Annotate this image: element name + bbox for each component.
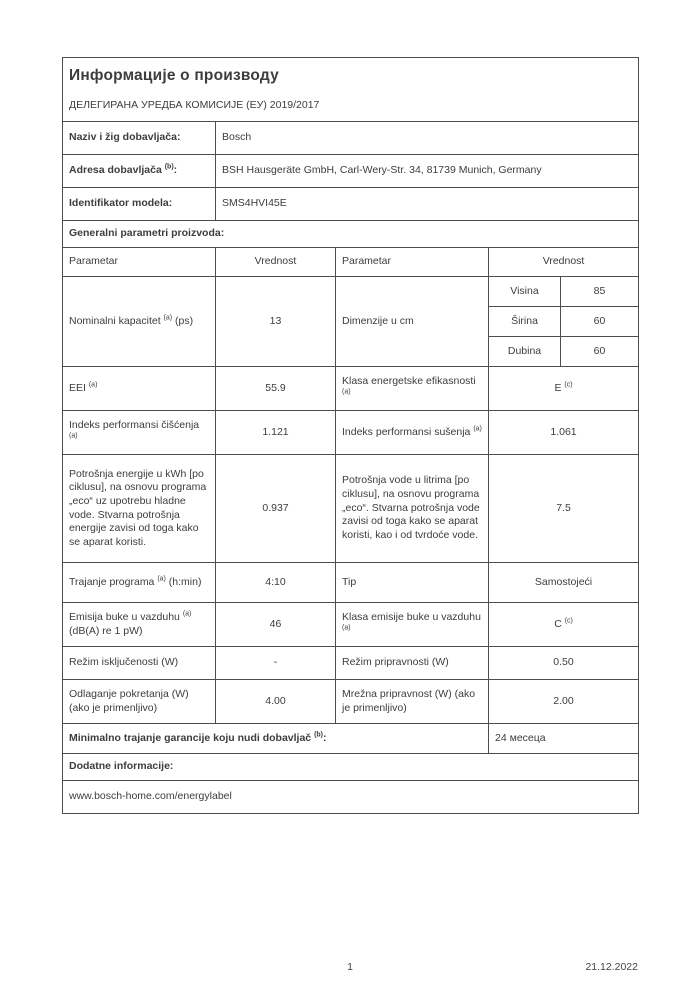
standby-mode-label: Režim pripravnosti (W) bbox=[336, 647, 489, 680]
type-value: Samostojeći bbox=[489, 563, 639, 603]
label-text: Adresa dobavljača bbox=[69, 164, 165, 177]
column-header-row bbox=[63, 248, 639, 277]
label-suffix: : bbox=[173, 164, 178, 177]
label-text: Klasa emisije buke u vazduhu bbox=[342, 610, 481, 623]
footnote-ref-c: (c) bbox=[564, 381, 573, 389]
page-number: 1 bbox=[347, 961, 353, 973]
eei-value: 55.9 bbox=[216, 367, 336, 411]
drying-index-label bbox=[336, 411, 489, 455]
dimension-width-label: Širina bbox=[489, 307, 561, 337]
col-header-param-right: Parametar bbox=[336, 248, 489, 277]
delay-start-label: Odlaganje pokretanja (W) (ako je primenljivo) bbox=[63, 680, 216, 724]
noise-emission-value: 46 bbox=[216, 603, 336, 647]
label-text: Trajanje programa bbox=[69, 575, 158, 588]
delay-network-row bbox=[63, 680, 639, 724]
footnote-ref-b: (b) bbox=[314, 731, 324, 739]
capacity-dimensions-row bbox=[63, 277, 639, 307]
off-mode-label: Režim isključenosti (W) bbox=[63, 647, 216, 680]
capacity-label bbox=[63, 277, 216, 367]
model-id-label: Identifikator modela: bbox=[63, 188, 216, 221]
supplier-name-value: Bosch bbox=[216, 122, 639, 155]
warranty-value: 24 месеца bbox=[489, 724, 639, 754]
dimension-height-label: Visina bbox=[489, 277, 561, 307]
programme-duration-label bbox=[63, 563, 216, 603]
regulation-subtitle: ДЕЛЕГИРАНА УРЕДБА КОМИСИЈЕ (ЕУ) 2019/2017 bbox=[69, 99, 320, 112]
label-text: Nominalni kapacitet bbox=[69, 314, 164, 327]
label-text: Indeks performansi sušenja bbox=[342, 425, 474, 438]
section-title: Generalni parametri proizvoda: bbox=[63, 221, 639, 248]
additional-info-url-row bbox=[63, 781, 639, 814]
supplier-name-row bbox=[63, 122, 639, 155]
warranty-label bbox=[63, 724, 489, 754]
col-header-param-left: Parametar bbox=[63, 248, 216, 277]
model-id-value: SMS4HVI45E bbox=[216, 188, 639, 221]
dimensions-label: Dimenzije u cm bbox=[336, 277, 489, 367]
footnote-ref-c: (c) bbox=[564, 617, 573, 625]
programme-duration-value: 4:10 bbox=[216, 563, 336, 603]
duration-type-row bbox=[63, 563, 639, 603]
footnote-ref-a: (a) bbox=[157, 575, 166, 583]
type-label: Tip bbox=[336, 563, 489, 603]
consumption-row bbox=[63, 455, 639, 563]
footer-date: 21.12.2022 bbox=[585, 961, 638, 973]
footnote-ref-a: (a) bbox=[182, 610, 192, 618]
additional-info-header-row bbox=[63, 754, 639, 781]
delay-start-value: 4.00 bbox=[216, 680, 336, 724]
energylabel-url: www.bosch-home.com/energylabel bbox=[63, 781, 639, 814]
noise-row bbox=[63, 603, 639, 647]
standby-mode-value: 0.50 bbox=[489, 647, 639, 680]
label-suffix: (ps) bbox=[172, 314, 194, 327]
capacity-value: 13 bbox=[216, 277, 336, 367]
dimension-depth-label: Dubina bbox=[489, 337, 561, 367]
footnote-ref-b: (b) bbox=[164, 163, 174, 171]
model-id-row bbox=[63, 188, 639, 221]
value-text: E bbox=[554, 381, 565, 394]
label-text: Indeks performansi čišćenja bbox=[69, 418, 200, 431]
product-fiche-table bbox=[62, 57, 639, 814]
energy-consumption-label: Potrošnja energije u kWh [po ciklusu], na osnovu programa „eco“ uz upotrebu hladne vode. Stvarna potrošnja energije zavisi od toga kako se aparat koristi. bbox=[63, 455, 216, 563]
noise-emission-label bbox=[63, 603, 216, 647]
cleaning-index-value: 1.121 bbox=[216, 411, 336, 455]
label-suffix: : bbox=[323, 731, 327, 744]
water-consumption-label: Potrošnja vode u litrima [po ciklusu], na osnovu programa „eco“. Stvarna potrošnja vode zavisi od toga kako se aparat koristi, kao i od tvrdoće vode. bbox=[336, 455, 489, 563]
supplier-address-label bbox=[63, 155, 216, 188]
title-cell bbox=[63, 58, 639, 122]
off-mode-value: - bbox=[216, 647, 336, 680]
noise-class-label bbox=[336, 603, 489, 647]
section-header-row bbox=[63, 221, 639, 248]
eei-label bbox=[63, 367, 216, 411]
footnote-ref-a: (a) bbox=[342, 624, 351, 631]
water-consumption-value: 7.5 bbox=[489, 455, 639, 563]
label-text: Klasa energetske efikasnosti bbox=[342, 374, 476, 387]
title-row bbox=[63, 58, 639, 122]
off-standby-row bbox=[63, 647, 639, 680]
dimension-depth-value: 60 bbox=[561, 337, 639, 367]
networked-standby-label: Mrežna pripravnost (W) (ako je primenljivo) bbox=[336, 680, 489, 724]
warranty-row bbox=[63, 724, 639, 754]
cleaning-index-label bbox=[63, 411, 216, 455]
eei-row bbox=[63, 367, 639, 411]
label-suffix: (dB(A) re 1 pW) bbox=[69, 624, 143, 637]
col-header-value-right: Vrednost bbox=[489, 248, 639, 277]
footnote-ref-a: (a) bbox=[163, 314, 173, 322]
noise-class-value bbox=[489, 603, 639, 647]
page-title: Информације о производу bbox=[69, 67, 279, 85]
footnote-ref-a: (a) bbox=[69, 432, 78, 439]
label-text: Minimalno trajanje garancije koju nudi dobavljač bbox=[69, 731, 315, 744]
label-text: Emisija buke u vazduhu bbox=[69, 610, 183, 623]
supplier-name-label: Naziv i žig dobavljača: bbox=[63, 122, 216, 155]
label-text: EEI bbox=[69, 381, 89, 394]
dimension-width-value: 60 bbox=[561, 307, 639, 337]
supplier-address-value: BSH Hausgeräte GmbH, Carl-Wery-Str. 34, 81739 Munich, Germany bbox=[216, 155, 639, 188]
drying-index-value: 1.061 bbox=[489, 411, 639, 455]
networked-standby-value: 2.00 bbox=[489, 680, 639, 724]
value-text: C bbox=[554, 617, 565, 630]
additional-info-label: Dodatne informacije: bbox=[63, 754, 639, 781]
col-header-value-left: Vrednost bbox=[216, 248, 336, 277]
footnote-ref-a: (a) bbox=[88, 381, 98, 389]
label-suffix: (h:min) bbox=[165, 575, 202, 588]
energy-class-label bbox=[336, 367, 489, 411]
energy-class-value bbox=[489, 367, 639, 411]
dimension-height-value: 85 bbox=[561, 277, 639, 307]
energy-consumption-value: 0.937 bbox=[216, 455, 336, 563]
performance-index-row bbox=[63, 411, 639, 455]
footnote-ref-a: (a) bbox=[473, 425, 482, 433]
footnote-ref-a: (a) bbox=[342, 388, 351, 395]
supplier-address-row bbox=[63, 155, 639, 188]
